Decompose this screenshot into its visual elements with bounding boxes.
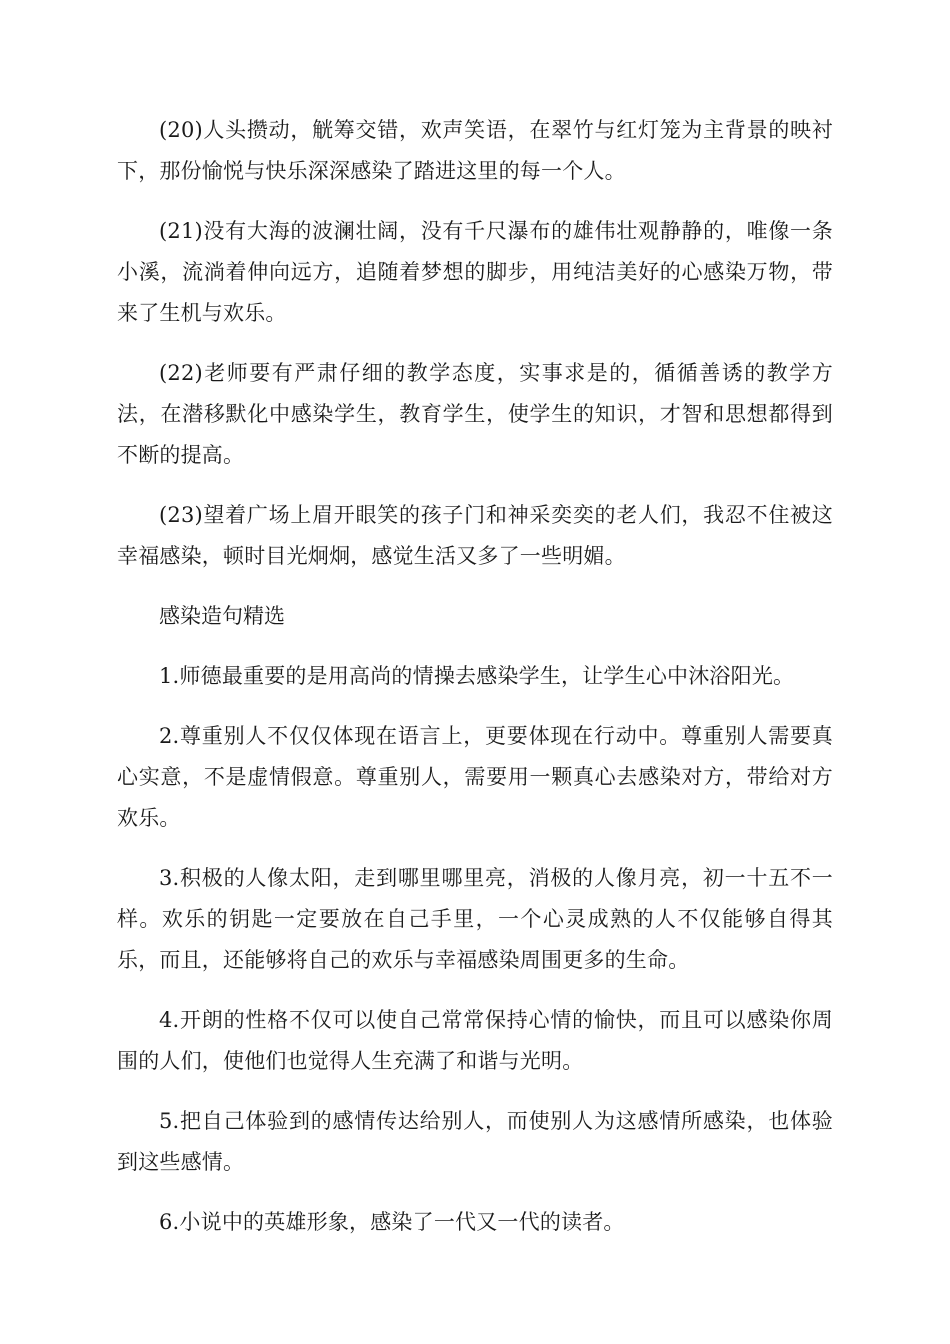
paragraph-21: (21)没有大海的波澜壮阔，没有千尺瀑布的雄伟壮观静静的，唯像一条小溪，流淌着伸向远方，追随着梦想的脚步，用纯洁美好的心感染万物，带来了生机与欢乐。 bbox=[117, 219, 833, 325]
sentence-2: 2.尊重别人不仅仅体现在语言上，更要体现在行动中。尊重别人需要真心实意，不是虚情假意。尊重别人，需要用一颗真心去感染对方，带给对方欢乐。 bbox=[117, 724, 833, 830]
document-page bbox=[117, 110, 833, 1262]
sentence-4: 4.开朗的性格不仅可以使自己常常保持心情的愉快，而且可以感染你周围的人们，使他们也觉得人生充满了和谐与光明。 bbox=[117, 1008, 833, 1073]
paragraph-20: (20)人头攒动，觥筹交错，欢声笑语，在翠竹与红灯笼为主背景的映衬下，那份愉悦与快乐深深感染了踏进这里的每一个人。 bbox=[117, 118, 833, 183]
paragraph-22: (22)老师要有严肃仔细的教学态度，实事求是的，循循善诱的教学方法，在潜移默化中感染学生，教育学生，使学生的知识，才智和思想都得到不断的提高。 bbox=[117, 361, 833, 467]
sentence-6: 6.小说中的英雄形象，感染了一代又一代的读者。 bbox=[159, 1210, 625, 1234]
sentence-5: 5.把自己体验到的感情传达给别人，而使别人为这感情所感染，也体验到这些感情。 bbox=[117, 1109, 833, 1174]
section-heading: 感染造句精选 bbox=[159, 604, 285, 628]
sentence-3: 3.积极的人像太阳，走到哪里哪里亮，消极的人像月亮，初一十五不一样。欢乐的钥匙一定要放在自己手里，一个心灵成熟的人不仅能够自得其乐，而且，还能够将自己的欢乐与幸福感染周围更多的生命。 bbox=[117, 866, 833, 972]
sentence-1: 1.师德最重要的是用高尚的情操去感染学生，让学生心中沐浴阳光。 bbox=[159, 664, 795, 688]
paragraph-23: (23)望着广场上眉开眼笑的孩子门和神采奕奕的老人们，我忍不住被这幸福感染，顿时目光炯炯，感觉生活又多了一些明媚。 bbox=[117, 503, 833, 568]
